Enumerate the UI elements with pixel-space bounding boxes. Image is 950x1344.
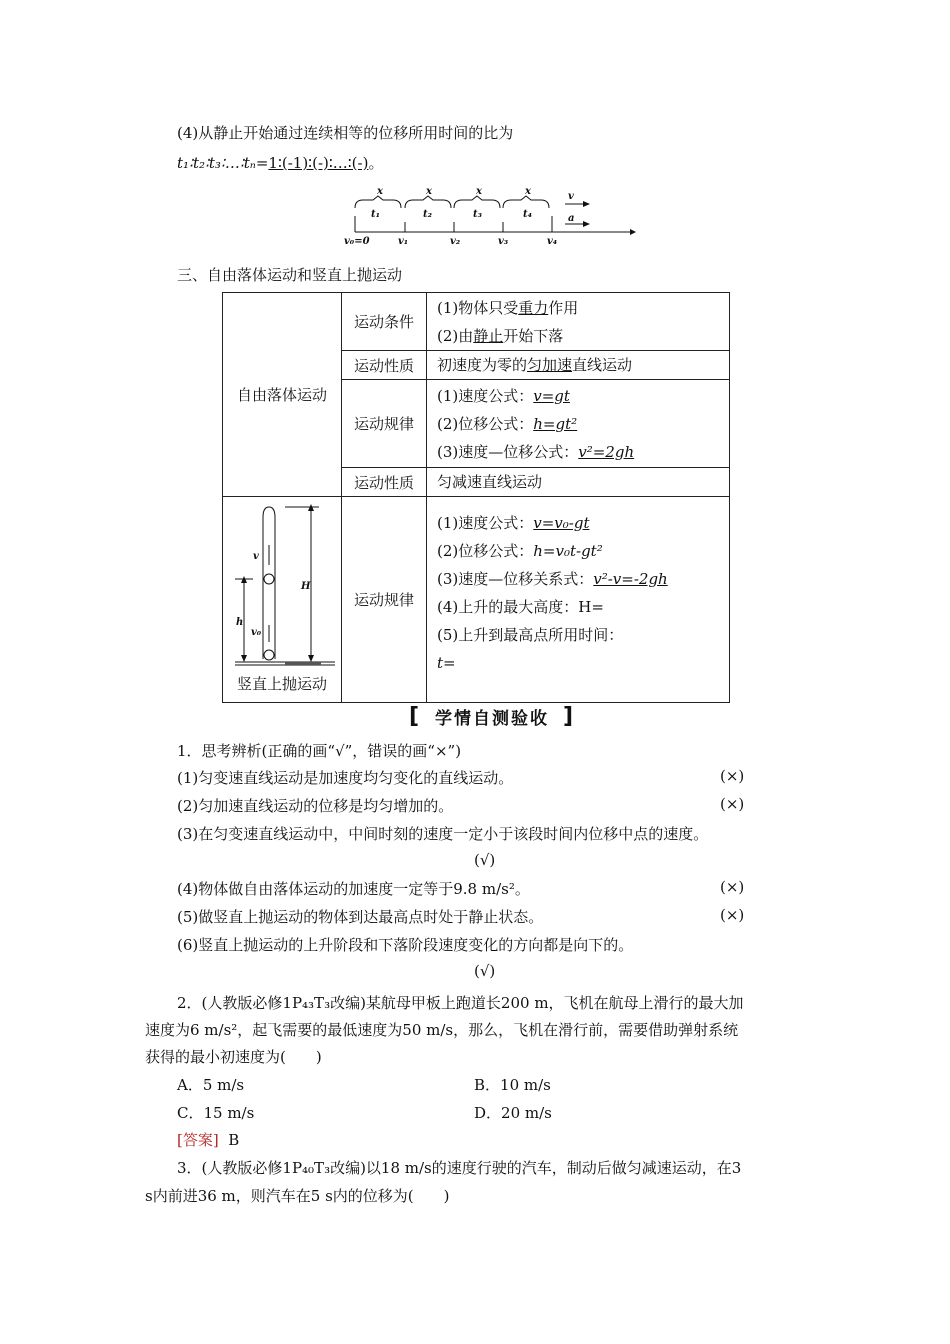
q1-item-2: (2)匀加速直线运动的位移是均匀增加的。 bbox=[177, 797, 454, 815]
x-label-1: x bbox=[377, 186, 383, 197]
banner-title: 学情自测验收 bbox=[435, 709, 549, 729]
t-label-3: t₃ bbox=[473, 209, 482, 220]
q1-item-5: (5)做竖直上抛运动的物体到达最高点时处于静止状态。 bbox=[177, 908, 544, 926]
free-fall-law-label: 运动规律 bbox=[342, 380, 427, 468]
free-fall-condition-content: (1)物体只受重力作用 (2)由静止开始下落 bbox=[427, 293, 730, 351]
throw-law-label: 运动规律 bbox=[342, 497, 427, 703]
q1-item-1: (1)匀变速直线运动是加速度均匀变化的直线运动。 bbox=[177, 769, 514, 787]
p4-line2 bbox=[177, 152, 383, 173]
v-label-0: v₀=0 bbox=[344, 236, 370, 247]
banner-right-bracket: ] bbox=[562, 704, 575, 729]
arrow-a-label: a bbox=[568, 213, 575, 224]
v-label-4: v₄ bbox=[547, 236, 558, 247]
v-label-1: v₁ bbox=[398, 236, 409, 247]
ball-lower bbox=[264, 650, 274, 660]
q2-answer-value: B bbox=[228, 1131, 240, 1149]
free-fall-nature-content: 初速度为零的匀加速直线运动 bbox=[427, 351, 730, 380]
fig-v-label: v bbox=[253, 551, 259, 562]
throw-nature-content: 匀减速直线运动 bbox=[427, 468, 730, 497]
q1-mark-6: (√) bbox=[474, 962, 496, 980]
throw-law-content: (1)速度公式：v=v₀-gt (2)位移公式：h=v₀t-gt² (3)速度—位移关系式：v²-v=-2gh (4)上升的最大高度：H= (5)上升到最高点所用时间： t= bbox=[427, 497, 730, 703]
throw-nature-label: 运动性质 bbox=[342, 468, 427, 497]
fig-v0-label: v₀ bbox=[251, 627, 262, 638]
arrow-v-label: v bbox=[568, 191, 574, 202]
vertical-throw-figure bbox=[223, 497, 341, 673]
t-label-4: t₄ bbox=[523, 209, 532, 220]
free-fall-category: 自由落体运动 bbox=[223, 293, 342, 497]
p4-ratio-prefix: t₁∶t₂∶t₃∶…∶tₙ= bbox=[177, 154, 269, 172]
self-test-banner bbox=[409, 704, 575, 731]
x-label-2: x bbox=[426, 186, 432, 197]
q2-option-d: D．20 m/s bbox=[474, 1104, 552, 1122]
brace-4 bbox=[503, 196, 549, 208]
free-fall-law-content: (1)速度公式：v=gt (2)位移公式：h=gt² (3)速度—位移公式：v²=2gh bbox=[427, 380, 730, 468]
q2-line3: 获得的最小初速度为( ) bbox=[145, 1048, 322, 1066]
q1-mark-5: (×) bbox=[720, 906, 745, 924]
q1-mark-3: (√) bbox=[474, 851, 496, 869]
ball-upper bbox=[264, 574, 274, 584]
t-label-2: t₂ bbox=[423, 209, 432, 220]
brace-2 bbox=[405, 196, 451, 208]
q1-stem: 1．思考辨析(正确的画“√”，错误的画“×”) bbox=[177, 742, 462, 760]
brace-1 bbox=[355, 196, 401, 208]
q2-option-c: C．15 m/s bbox=[177, 1104, 255, 1122]
free-fall-nature-label: 运动性质 bbox=[342, 351, 427, 380]
section3-heading: 三、自由落体运动和竖直上抛运动 bbox=[177, 266, 403, 284]
motion-table bbox=[222, 292, 730, 703]
q2-answer-label: [答案] bbox=[177, 1131, 219, 1149]
q1-item-3: (3)在匀变速直线运动中，中间时刻的速度一定小于该段时间内位移中点的速度。 bbox=[177, 825, 709, 843]
v-label-3: v₃ bbox=[498, 236, 509, 247]
q2-line1: 2．(人教版必修1P₄₃T₃改编)某航母甲板上跑道长200 m，飞机在航母上滑行的最大加 bbox=[177, 994, 744, 1012]
brace-3 bbox=[454, 196, 500, 208]
q3-line2: s内前进36 m，则汽车在5 s内的位移为( ) bbox=[145, 1187, 450, 1205]
displacement-segments-diagram bbox=[340, 182, 640, 252]
p4-ratio-suffix: 。 bbox=[368, 154, 384, 172]
vertical-throw-category: 竖直上抛运动 bbox=[236, 675, 327, 693]
q1-item-4: (4)物体做自由落体运动的加速度一定等于9.8 m/s²。 bbox=[177, 880, 530, 898]
free-fall-condition-label: 运动条件 bbox=[342, 293, 427, 351]
x-label-4: x bbox=[525, 186, 531, 197]
banner-left-bracket: [ bbox=[409, 704, 422, 729]
q1-item-6: (6)竖直上抛运动的上升阶段和下落阶段速度变化的方向都是向下的。 bbox=[177, 936, 634, 954]
vertical-throw-cell bbox=[223, 497, 342, 703]
t-label-1: t₁ bbox=[371, 209, 380, 220]
q2-line2: 速度为6 m/s²，起飞需要的最低速度为50 m/s，那么，飞机在滑行前，需要借助弹射系统 bbox=[145, 1021, 739, 1039]
p4-ratio-answer: 1∶(-1)∶(-)∶…∶(-) bbox=[268, 154, 369, 172]
q3-line1: 3．(人教版必修1P₄₀T₃改编)以18 m/s的速度行驶的汽车，制动后做匀减速运动，在3 bbox=[177, 1159, 742, 1177]
x-label-3: x bbox=[476, 186, 482, 197]
q2-option-a: A．5 m/s bbox=[177, 1076, 245, 1094]
fig-H-label: H bbox=[301, 581, 311, 592]
q1-mark-1: (×) bbox=[720, 767, 745, 785]
v-label-2: v₂ bbox=[450, 236, 461, 247]
q1-mark-4: (×) bbox=[720, 878, 745, 896]
p4-line1: (4)从静止开始通过连续相等的位移所用时间的比为 bbox=[177, 124, 514, 142]
q2-answer bbox=[177, 1129, 239, 1150]
q2-option-b: B．10 m/s bbox=[474, 1076, 551, 1094]
fig-h-label: h bbox=[236, 617, 244, 628]
q1-mark-2: (×) bbox=[720, 795, 745, 813]
